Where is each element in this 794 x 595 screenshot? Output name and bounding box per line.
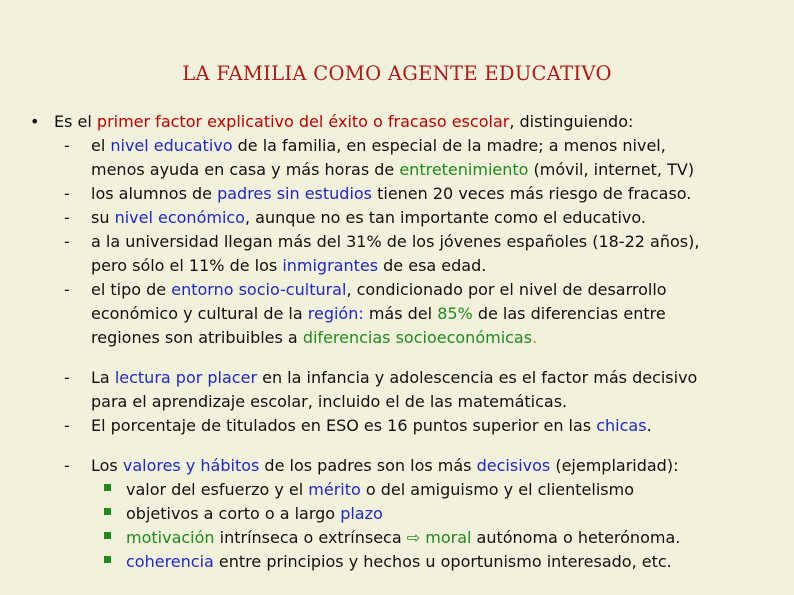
sub-item-2: objetivos a corto o a largo plazo [126, 504, 383, 523]
dash-4-line-2: pero sólo el 11% de los inmigrantes de esa edad. [91, 256, 487, 275]
dash-5-line-3: regiones son atribuibles a diferencias socioeconómicas. [91, 328, 538, 347]
reading-line-1: La lectura por placer en la infancia y adolescencia es el factor más decisivo [91, 368, 698, 387]
square-bullet-icon [104, 508, 111, 515]
dash-5-line-2: económico y cultural de la región: más del 85% de las diferencias entre [91, 304, 666, 323]
sub-item-1: valor del esfuerzo y el mérito o del amiguismo y el clientelismo [126, 480, 634, 499]
dash-1-line-1: el nivel educativo de la familia, en especial de la madre; a menos nivel, [91, 136, 666, 155]
dash-4-line-1: a la universidad llegan más del 31% de los jóvenes españoles (18-22 años), [91, 232, 700, 251]
dash-5-line-1: el tipo de entorno socio-cultural, condicionado por el nivel de desarrollo [91, 280, 667, 299]
dash-2-line: los alumnos de padres sin estudios tienen 20 veces más riesgo de fracaso. [91, 184, 692, 203]
dash-marker: - [64, 416, 70, 435]
values-line: Los valores y hábitos de los padres son los más decisivos (ejemplaridad): [91, 456, 679, 475]
sub-item-4: coherencia entre principios y hechos u oportunismo interesado, etc. [126, 552, 672, 571]
dash-marker: - [64, 368, 70, 387]
dash-marker: - [64, 136, 70, 155]
square-bullet-icon [104, 556, 111, 563]
dash-marker: - [64, 232, 70, 251]
square-bullet-icon [104, 484, 111, 491]
bullet-1-text: Es el primer factor explicativo del éxito o fracaso escolar, distinguiendo: [54, 112, 634, 131]
dash-3-line: su nivel económico, aunque no es tan importante como el educativo. [91, 208, 646, 227]
page-title: LA FAMILIA COMO AGENTE EDUCATIVO [182, 62, 612, 85]
dash-marker: - [64, 280, 70, 299]
arrow-right-icon: ⇨ [406, 528, 421, 547]
reading-line-2: para el aprendizaje escolar, incluido el de las matemáticas. [91, 392, 568, 411]
square-bullet-icon [104, 532, 111, 539]
dash-marker: - [64, 456, 70, 475]
bullet-marker: • [30, 112, 40, 131]
dash-marker: - [64, 184, 70, 203]
dash-1-line-2: menos ayuda en casa y más horas de entretenimiento (móvil, internet, TV) [91, 160, 695, 179]
dash-marker: - [64, 208, 70, 227]
graduates-line: El porcentaje de titulados en ESO es 16 puntos superior en las chicas. [91, 416, 652, 435]
sub-item-3: motivación intrínseca o extrínseca ⇨ moral autónoma o heterónoma. [126, 528, 681, 547]
